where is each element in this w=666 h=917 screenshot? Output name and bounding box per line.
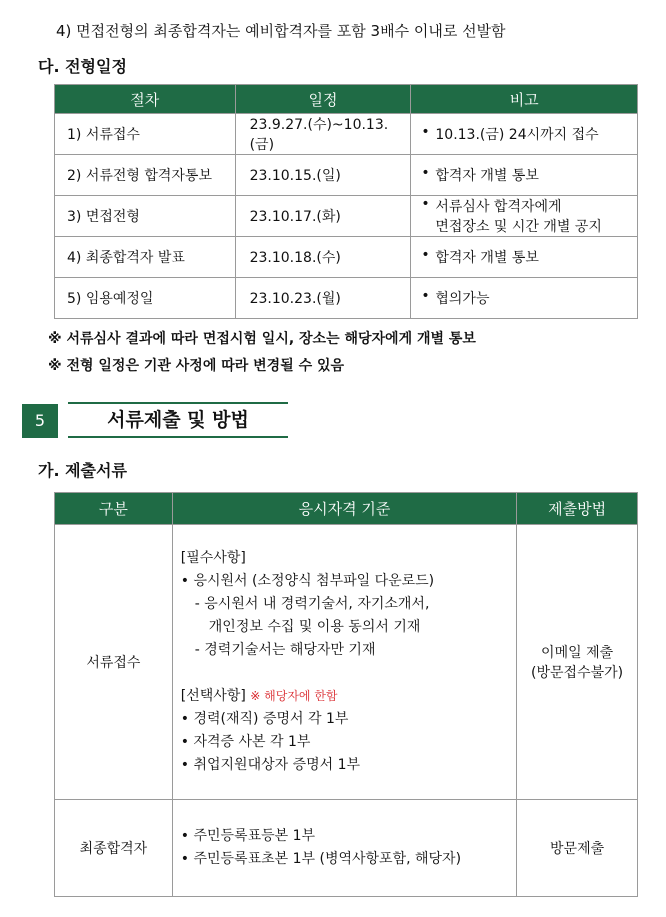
schedule-date: 23.10.18.(수) xyxy=(235,237,411,278)
documents-method: 방문제출 xyxy=(517,800,638,897)
optional-note: ※ 해당자에 한함 xyxy=(250,689,338,703)
required-label: [필수사항] xyxy=(180,550,246,566)
optional-item: • 경력(재직) 증명서 각 1부 xyxy=(180,711,349,727)
schedule-step: 2) 서류전형 합격자통보 xyxy=(55,155,236,196)
table-row xyxy=(55,155,638,196)
table-row xyxy=(55,278,638,319)
schedule-step: 1) 서류접수 xyxy=(55,114,236,155)
table-row xyxy=(55,800,638,897)
optional-label: [선택사항] xyxy=(180,688,246,704)
schedule-note-cell: • 협의가능 xyxy=(411,278,638,319)
final-item: • 주민등록표등본 1부 xyxy=(180,828,316,844)
optional-item: • 취업지원대상자 증명서 1부 xyxy=(180,757,361,773)
documents-category: 서류접수 xyxy=(55,525,173,800)
schedule-header-date: 일정 xyxy=(235,85,411,114)
schedule-date: 23.10.23.(월) xyxy=(235,278,411,319)
table-row xyxy=(55,525,638,800)
documents-method-cell xyxy=(517,525,638,800)
required-sub-item: 개인정보 수집 및 이용 동의서 기재 xyxy=(208,619,421,635)
table-row xyxy=(55,237,638,278)
schedule-note-cell: • 서류심사 합격자에게 면접장소 및 시간 개별 공지 xyxy=(411,196,638,237)
documents-header-criteria: 응시자격 기준 xyxy=(172,493,516,525)
schedule-date: 23.10.15.(일) xyxy=(235,155,411,196)
documents-method: 이메일 제출 xyxy=(541,645,614,661)
required-item: • 응시원서 (소정양식 첨부파일 다운로드) xyxy=(180,573,435,589)
schedule-note: 면접장소 및 시간 개별 공지 xyxy=(435,219,602,235)
schedule-note-cell: • 10.13.(금) 24시까지 접수 xyxy=(411,114,638,155)
schedule-note: 합격자 개별 통보 xyxy=(435,250,539,266)
documents-criteria-cell xyxy=(172,800,516,897)
schedule-step: 3) 면접전형 xyxy=(55,196,236,237)
schedule-header-row xyxy=(55,85,638,114)
documents-header-category: 구분 xyxy=(55,493,173,525)
documents-header-method: 제출방법 xyxy=(517,493,638,525)
documents-category: 최종합격자 xyxy=(55,800,173,897)
section-title: 서류제출 및 방법 xyxy=(68,402,288,438)
required-sub-item: - 경력기술서는 해당자만 기재 xyxy=(194,642,376,658)
schedule-note: 합격자 개별 통보 xyxy=(435,168,539,184)
schedule-date: 23.10.17.(화) xyxy=(235,196,411,237)
schedule-note-cell: • 합격자 개별 통보 xyxy=(411,237,638,278)
optional-label-line xyxy=(181,685,516,708)
schedule-header-notes: 비고 xyxy=(411,85,638,114)
schedule-note: 서류심사 합격자에게 xyxy=(435,199,562,215)
documents-table xyxy=(54,492,638,897)
documents-header-row xyxy=(55,493,638,525)
optional-item: • 자격증 사본 각 1부 xyxy=(180,734,311,750)
required-sub-item: - 응시원서 내 경력기술서, 자기소개서, xyxy=(194,596,430,612)
section-number: 5 xyxy=(22,404,58,438)
schedule-header-step: 절차 xyxy=(55,85,236,114)
final-item: • 주민등록표초본 1부 (병역사항포함, 해당자) xyxy=(180,851,462,867)
table-row xyxy=(55,114,638,155)
intro-line: 4) 면접전형의 최종합격자는 예비합격자를 포함 3배수 이내로 선발함 xyxy=(56,22,506,40)
documents-criteria-cell xyxy=(172,525,516,800)
documents-method: (방문접수불가) xyxy=(531,665,624,681)
schedule-heading: 다. 전형일정 xyxy=(38,57,127,76)
schedule-note: 협의가능 xyxy=(435,291,490,307)
schedule-step: 5) 임용예정일 xyxy=(55,278,236,319)
schedule-note: 10.13.(금) 24시까지 접수 xyxy=(435,127,599,143)
schedule-footnote: ※ 서류심사 결과에 따라 면접시험 일시, 장소는 해당자에게 개별 통보 xyxy=(48,331,476,347)
table-row xyxy=(55,196,638,237)
schedule-table xyxy=(54,84,638,319)
schedule-note-cell: • 합격자 개별 통보 xyxy=(411,155,638,196)
documents-heading: 가. 제출서류 xyxy=(38,461,127,480)
schedule-step: 4) 최종합격자 발표 xyxy=(55,237,236,278)
schedule-date: 23.9.27.(수)~10.13.(금) xyxy=(235,114,411,155)
schedule-footnote: ※ 전형 일정은 기관 사정에 따라 변경될 수 있음 xyxy=(48,358,345,374)
